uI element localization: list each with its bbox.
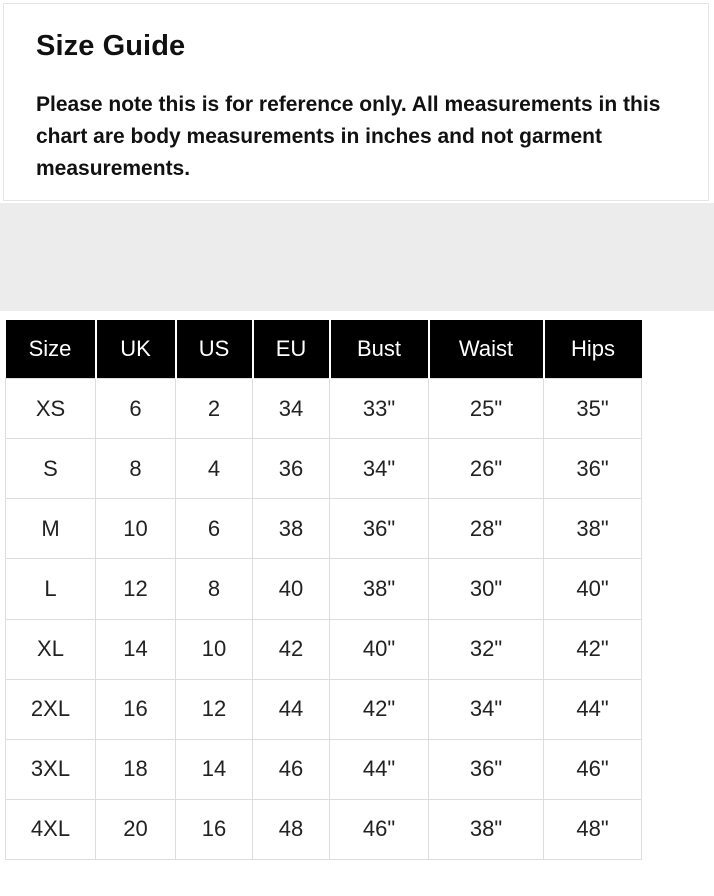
cell-hips: 42" — [544, 619, 642, 679]
cell-uk: 18 — [96, 739, 176, 799]
cell-uk: 10 — [96, 499, 176, 559]
cell-eu: 42 — [253, 619, 330, 679]
column-header-eu: EU — [253, 320, 330, 379]
cell-uk: 14 — [96, 619, 176, 679]
column-header-bust: Bust — [330, 320, 429, 379]
table-row — [6, 739, 642, 799]
cell-eu: 38 — [253, 499, 330, 559]
table-row — [6, 799, 642, 859]
cell-hips: 35" — [544, 379, 642, 439]
cell-hips: 40" — [544, 559, 642, 619]
gray-band — [0, 203, 714, 311]
cell-uk: 6 — [96, 379, 176, 439]
cell-bust: 34" — [330, 439, 429, 499]
cell-us: 8 — [176, 559, 253, 619]
cell-bust: 42" — [330, 679, 429, 739]
cell-bust: 46" — [330, 799, 429, 859]
cell-size: L — [6, 559, 96, 619]
cell-size: S — [6, 439, 96, 499]
cell-uk: 20 — [96, 799, 176, 859]
cell-size: XL — [6, 619, 96, 679]
table-row — [6, 619, 642, 679]
cell-us: 16 — [176, 799, 253, 859]
cell-size: XS — [6, 379, 96, 439]
table-row — [6, 499, 642, 559]
column-header-waist: Waist — [429, 320, 544, 379]
cell-uk: 8 — [96, 439, 176, 499]
cell-eu: 46 — [253, 739, 330, 799]
column-header-hips: Hips — [544, 320, 642, 379]
table-row — [6, 679, 642, 739]
cell-hips: 38" — [544, 499, 642, 559]
cell-waist: 36" — [429, 739, 544, 799]
reference-note: Please note this is for reference only. All measurements in this chart are body measurements in inches and not garment measurements. — [36, 93, 661, 180]
cell-eu: 44 — [253, 679, 330, 739]
cell-waist: 26" — [429, 439, 544, 499]
cell-us: 10 — [176, 619, 253, 679]
cell-bust: 44" — [330, 739, 429, 799]
table-row — [6, 439, 642, 499]
cell-size: 4XL — [6, 799, 96, 859]
cell-bust: 36" — [330, 499, 429, 559]
cell-us: 6 — [176, 499, 253, 559]
cell-us: 14 — [176, 739, 253, 799]
cell-uk: 12 — [96, 559, 176, 619]
table-header-row — [6, 320, 642, 379]
size-guide-card — [3, 3, 709, 201]
cell-us: 4 — [176, 439, 253, 499]
cell-eu: 36 — [253, 439, 330, 499]
cell-uk: 16 — [96, 679, 176, 739]
cell-hips: 36" — [544, 439, 642, 499]
cell-waist: 32" — [429, 619, 544, 679]
cell-waist: 34" — [429, 679, 544, 739]
size-chart-table — [5, 320, 642, 860]
column-header-size: Size — [6, 320, 96, 379]
column-header-uk: UK — [96, 320, 176, 379]
cell-size: M — [6, 499, 96, 559]
cell-eu: 48 — [253, 799, 330, 859]
cell-waist: 25" — [429, 379, 544, 439]
cell-hips: 48" — [544, 799, 642, 859]
table-row — [6, 559, 642, 619]
cell-hips: 44" — [544, 679, 642, 739]
cell-waist: 30" — [429, 559, 544, 619]
cell-size: 2XL — [6, 679, 96, 739]
cell-eu: 34 — [253, 379, 330, 439]
cell-bust: 33" — [330, 379, 429, 439]
cell-us: 2 — [176, 379, 253, 439]
cell-waist: 38" — [429, 799, 544, 859]
page-title: Size Guide — [36, 30, 186, 62]
cell-us: 12 — [176, 679, 253, 739]
column-header-us: US — [176, 320, 253, 379]
cell-bust: 40" — [330, 619, 429, 679]
cell-hips: 46" — [544, 739, 642, 799]
table-row — [6, 379, 642, 439]
cell-bust: 38" — [330, 559, 429, 619]
cell-waist: 28" — [429, 499, 544, 559]
cell-size: 3XL — [6, 739, 96, 799]
cell-eu: 40 — [253, 559, 330, 619]
